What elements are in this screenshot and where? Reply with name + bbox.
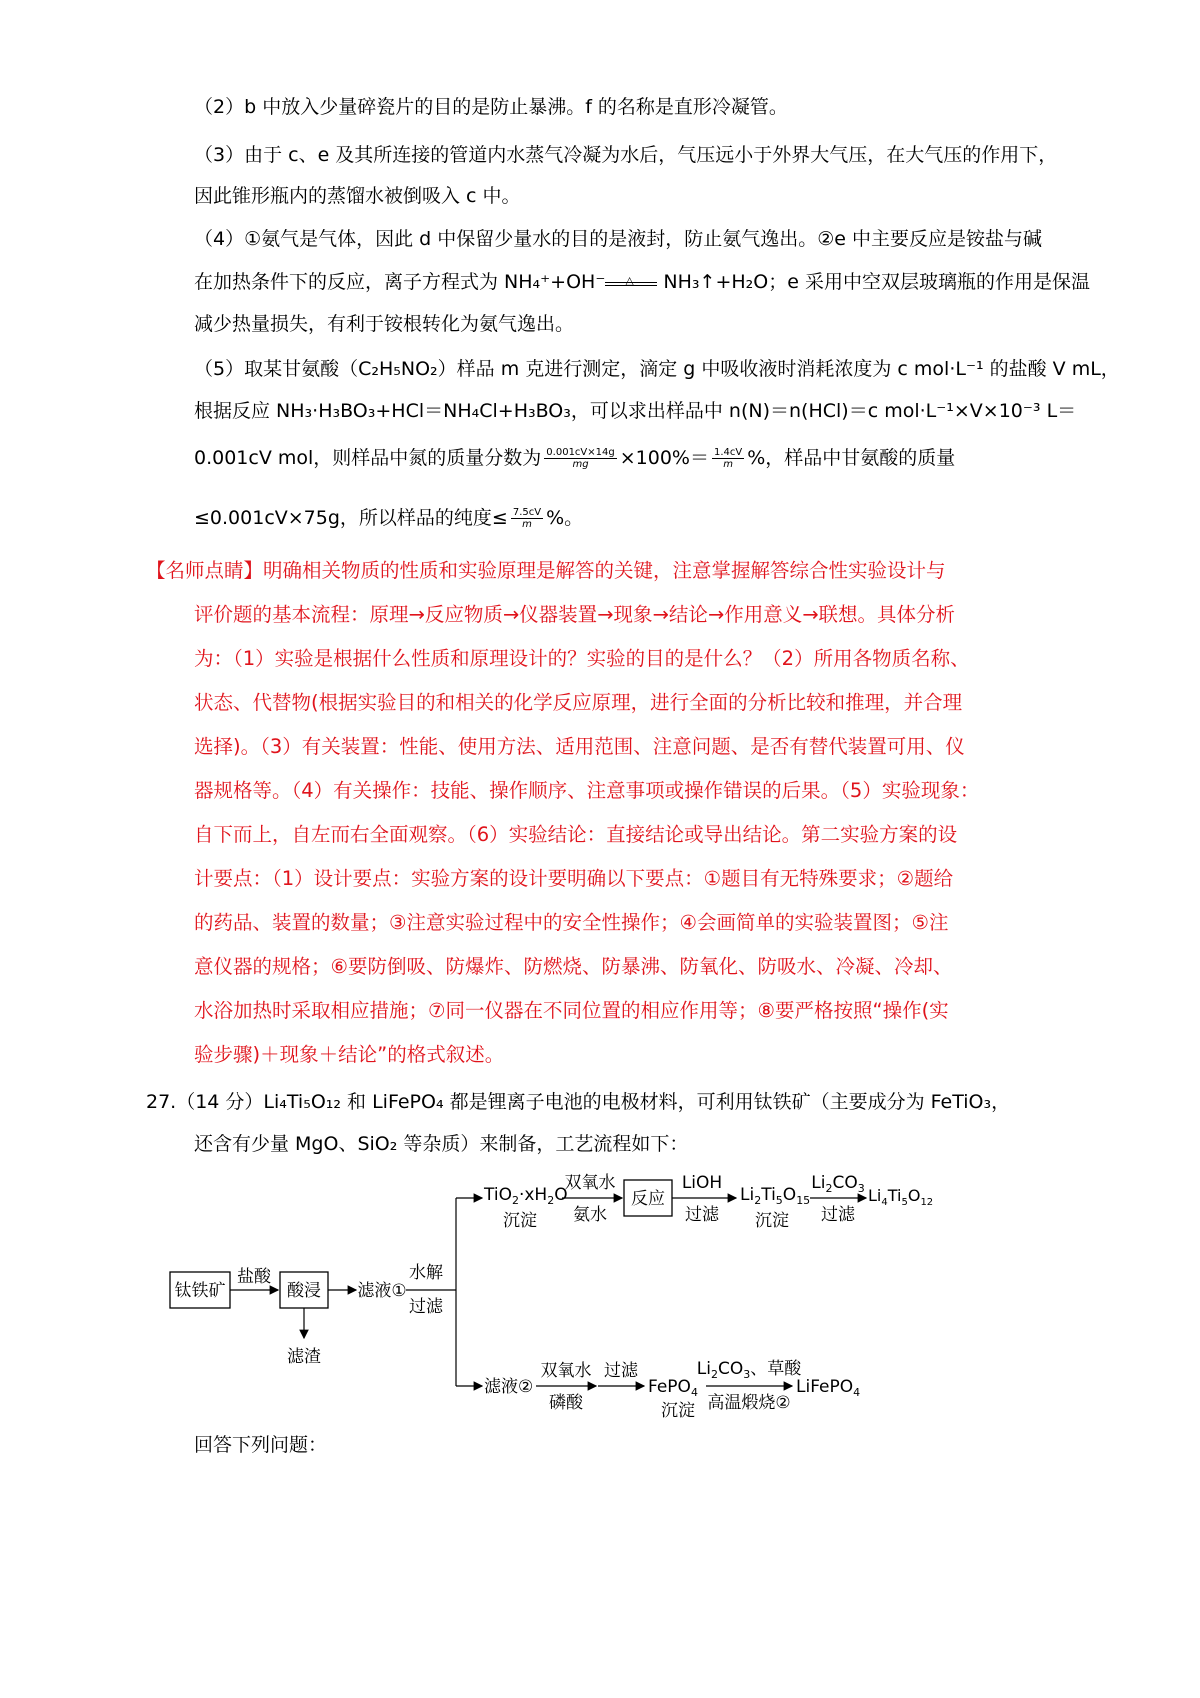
hydrolysis-label: 水解 [409, 1263, 443, 1283]
question-27-line-1: 27.（14 分）Li₄Ti₅O₁₂ 和 LiFePO₄ 都是锂离子电池的电极材料，可利用钛铁矿（主要成分为 FeTiO₃， [146, 1091, 1011, 1113]
ammonia-label: 氨水 [573, 1205, 607, 1225]
question-27-line-2: 还含有少量 MgO、SiO₂ 等杂质）来制备，工艺流程如下： [194, 1133, 689, 1155]
li2co3-oxalic-label: $Li_2CO_3$、草酸 [696, 1359, 802, 1381]
tip-line-9: 的药品、装置的数量；③注意实验过程中的安全性操作；④会画简单的实验装置图；⑤注 [194, 911, 949, 934]
tio2-precipitate-label: 沉淀 [503, 1211, 537, 1231]
solution-line-4c: 减少热量损失，有利于铵根转化为氨气逸出。 [194, 313, 575, 335]
residue-label: 滤渣 [287, 1347, 321, 1367]
solution-line-3a: （3）由于 c、e 及其所连接的管道内水蒸气冷凝为水后，气压远小于外界大气压，在大气压的作用下， [194, 144, 1058, 166]
tip-line-3: 为：（1）实验是根据什么性质和原理设计的？实验的目的是什么？（2）所用各物质名称、 [194, 647, 970, 670]
solution-line-2: （2）b 中放入少量碎瓷片的目的是防止暴沸。f 的名称是直形冷凝管。 [194, 96, 788, 118]
li2ti5o15-precipitate-label: 沉淀 [755, 1211, 789, 1231]
fepo4-precipitate-label: 沉淀 [661, 1401, 695, 1420]
tip-line-6: 器规格等。（4）有关操作：技能、操作顺序、注意事项或操作错误的后果。（5）实验现象： [194, 779, 980, 802]
tip-line-7: 自下而上，自左而右全面观察。（6）实验结论：直接结论或导出结论。第二实验方案的设 [194, 823, 958, 846]
h2o2-label-2: 双氧水 [540, 1361, 592, 1381]
solution-line-5b: 根据反应 NH₃·H₃BO₃+HCl＝NH₄Cl+H₃BO₃，可以求出样品中 n(N)＝n(HCl)＝c mol·L⁻¹×V×10⁻³ L＝ [194, 400, 1077, 422]
fraction-simplified: $\frac{1.4cV}{m}$ [713, 447, 743, 470]
solution-line-5d [194, 505, 583, 531]
tip-line-10: 意仪器的规格；⑥要防倒吸、防爆炸、防燃烧、防暴沸、防氧化、防吸水、冷凝、冷却、 [194, 955, 953, 978]
hcl-label: 盐酸 [237, 1267, 271, 1287]
glycine-mass-text: %，样品中甘氨酸的质量 [747, 447, 956, 469]
solution-line-5a: （5）取某甘氨酸（C₂H₅NO₂）样品 m 克进行测定，滴定 g 中吸收液时消耗浓度为 c mol·L⁻¹ 的盐酸 V mL， [194, 358, 1120, 380]
filtrate1-label: 滤液① [357, 1281, 407, 1301]
li2ti5o15-formula: $Li_2Ti_5O_{15}$ [740, 1185, 811, 1207]
tip-line-2: 评价题的基本流程：原理→反应物质→仪器装置→现象→结论→作用意义→联想。具体分析 [194, 603, 956, 626]
phosphoric-label: 磷酸 [549, 1393, 583, 1413]
ionic-equation-left: 在加热条件下的反应，离子方程式为 NH₄⁺+OH⁻ [194, 271, 606, 293]
filtrate2-label: 滤液② [484, 1377, 534, 1397]
li2co3-label: $Li_2CO_3$ [811, 1173, 865, 1195]
answer-prompt: 回答下列问题： [194, 1434, 328, 1456]
solution-line-4b [194, 269, 1090, 295]
mass-fraction-text: 0.001cV mol，则样品中氮的质量分数为 [194, 447, 542, 469]
acid-leach-label: 酸浸 [287, 1281, 321, 1301]
tip-line-12: 验步骤)＋现象＋结论”的格式叙述。 [194, 1043, 505, 1066]
calcination-label: 高温煅烧② [707, 1393, 791, 1413]
solution-line-4a: （4）①氨气是气体，因此 d 中保留少量水的目的是液封，防止氨气逸出。②e 中主要反应是铵盐与碱 [194, 228, 1043, 250]
tio2-formula: $TiO_2\cdot xH_2O$ [484, 1185, 568, 1207]
purity-text: ≤0.001cV×75g，所以样品的纯度≤ [194, 507, 508, 529]
filter-label-2: 过滤 [685, 1205, 719, 1225]
ionic-equation-right: NH₃↑+H₂O；e 采用中空双层玻璃瓶的作用是保温 [657, 271, 1090, 293]
percent-equals: ×100%＝ [619, 447, 709, 469]
heat-equals-sign: △ [605, 276, 657, 290]
process-flow-diagram [160, 1170, 880, 1424]
reaction-label: 反应 [631, 1189, 665, 1209]
h2o2-label-1: 双氧水 [564, 1173, 616, 1193]
lifepo4-formula: LiFePO$_4$ [796, 1377, 861, 1399]
tip-line-8: 计要点：（1）设计要点：实验方案的设计要明确以下要点：①题目有无特殊要求；②题给 [194, 867, 954, 890]
ore-label: 钛铁矿 [174, 1281, 226, 1301]
filter-label-1: 过滤 [409, 1297, 443, 1317]
filter-label-3: 过滤 [821, 1205, 855, 1225]
purity-percent: %。 [546, 507, 584, 529]
tip-line-4: 状态、代替物(根据实验目的和相关的化学反应原理，进行全面的分析比较和推理，并合理 [194, 691, 963, 714]
tip-line-1: 【名师点睛】明确相关物质的性质和实验原理是解答的关键，注意掌握解答综合性实验设计与 [146, 559, 946, 582]
tip-line-11: 水浴加热时采取相应措施；⑦同一仪器在不同位置的相应作用等；⑧要严格按照“操作(实 [194, 999, 949, 1022]
fraction-purity: $\frac{7.5cV}{m}$ [512, 507, 542, 530]
fraction-nitrogen: $\frac{0.001cV\times 14g}{mg}$ [546, 447, 615, 470]
lioh-label: LiOH [681, 1173, 723, 1193]
filter-label-4: 过滤 [604, 1361, 638, 1381]
solution-line-3b: 因此锥形瓶内的蒸馏水被倒吸入 c 中。 [194, 185, 521, 207]
li4ti5o12-product: $Li_4Ti_5O_{12}$ [868, 1186, 934, 1209]
fepo4-formula: FePO$_4$ [648, 1377, 698, 1399]
tip-line-5: 选择)。（3）有关装置：性能、使用方法、适用范围、注意问题、是否有替代装置可用、仪 [194, 735, 965, 758]
solution-line-5c [194, 445, 955, 471]
